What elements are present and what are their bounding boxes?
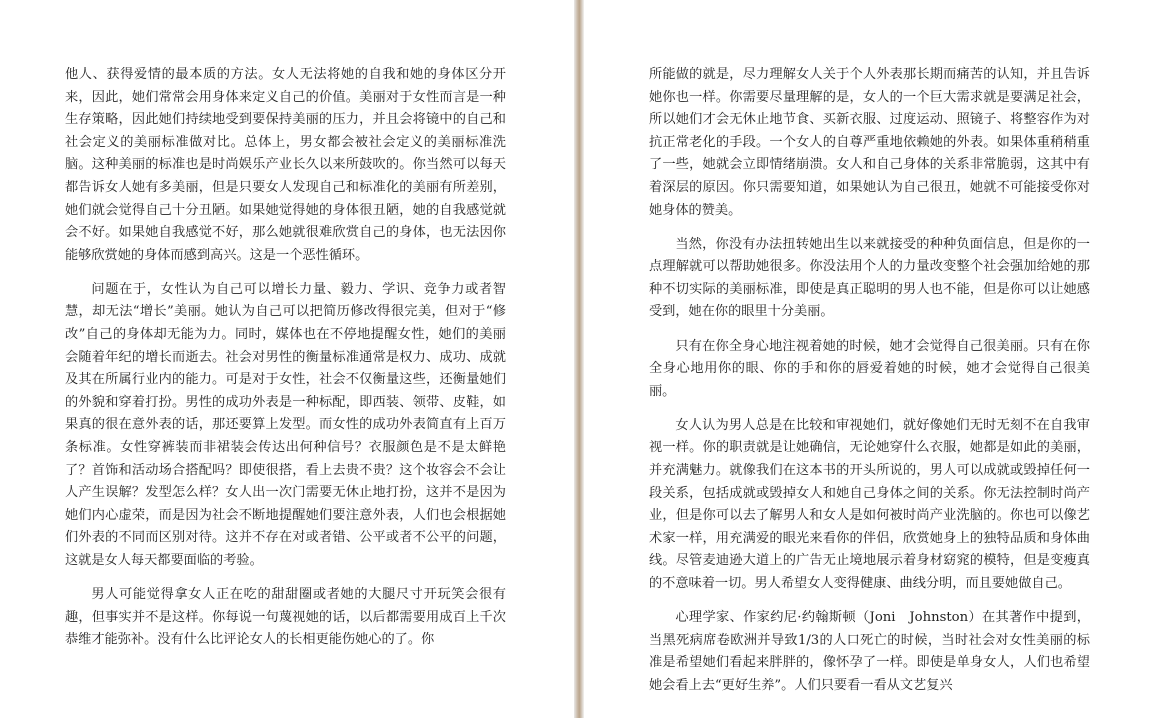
right-paragraph-1: 所能做的就是，尽力理解女人关于个人外表那长期而痛苦的认知，并且告诉她你也一样。你需要尽量理解的是，女人的一个巨大需求就是要满足社会，所以她们才会无休止地节食、买新衣服、过度运动、照镜子、将整容作为对抗正常老化的手段。一个女人的自尊严重地依赖她的外表。如果体重稍稍重了一些，她就会立即情绪崩溃。女人和自己身体的关系非常脆弱，这其中有着深层的原因。你只需要知道，如果她认为自己很丑，她就不可能接受你对她身体的赞美。 xyxy=(649,67,1090,218)
right-paragraph-2: 当然，你没有办法扭转她出生以来就接受的种种负面信息，但是你的一点理解就可以帮助她很多。你没法用个人的力量改变整个社会强加给她的那种不切实际的美丽标准，即使是真正聪明的男人也不能，但是你可以让她感受到，她在你的眼里十分美丽。 xyxy=(649,236,1090,320)
right-paragraph-3: 只有在你全身心地注视着她的时候，她才会觉得自己很美丽。只有在你全身心地用你的眼、你的手和你的唇爱着她的时候，她才会觉得自己很美丽。 xyxy=(649,338,1090,399)
right-paragraph-4: 女人认为男人总是在比较和审视她们，就好像她们无时无刻不在自我审视一样。你的职责就是让她确信，无论她穿什么衣服，她都是如此的美丽，并充满魅力。就像我们在这本书的开头所说的，男人可以成就或毁掉任何一段关系，包括成就或毁掉女人和她自己身体之间的关系。你无法控制时尚产业，但是你可以去了解男人和女人是如何被时尚产业洗脑的。你也可以像艺术家一样，用充满爱的眼光来看你的伴侣，欣赏她身上的独特品质和身体曲线。尽管麦迪逊大道上的广告无止境地展示着身材窈窕的模特，但是变瘦真的不意味着一切。男人希望女人变得健康、曲线分明，而且要她做自己。 xyxy=(649,417,1090,591)
left-page xyxy=(0,0,574,718)
book-gutter xyxy=(574,0,584,718)
left-paragraph-1: 他人、获得爱情的最本质的方法。女人无法将她的自我和她的身体区分开来，因此，她们常常会用身体来定义自己的价值。美丽对于女性而言是一种生存策略，因此她们持续地受到要保持美丽的压力，并且会将镜中的自己和社会定义的美丽标准做对比。总体上，男女都会被社会定义的美丽标准洗脑。这种美丽的标准也是时尚娱乐产业长久以来所鼓吹的。你当然可以每天都告诉女人她有多美丽，但是只要女人发现自己和标准化的美丽有所差别，她们就会觉得自己十分丑陋。如果她觉得她的身体很丑陋，她的自我感觉就会不好。如果她自我感觉不好，那么她就很难欣赏自己的身体，也无法因你能够欣赏她的身体而感到高兴。这是一个恶性循环。 xyxy=(65,67,506,263)
right-paragraph-5: 心理学家、作家约尼·约翰斯顿（Joni Johnston）在其著作中提到，当黑死病席卷欧洲并导致1/3的人口死亡的时候，当时社会对女性美丽的标准是希望她们看起来胖胖的，像怀孕了一样。即使是单身女人，人们也希望她会看上去“更好生养”。人们只要看一看从文艺复兴 xyxy=(649,610,1090,693)
right-page xyxy=(584,0,1156,718)
left-paragraph-2: 问题在于，女性认为自己可以增长力量、毅力、学识、竞争力或者智慧，却无法“增长”美丽。她认为自己可以把简历修改得很完美，但对于“修改”自己的身体却无能为力。同时，媒体也在不停地提醒女性，她们的美丽会随着年纪的增长而逝去。社会对男性的衡量标准通常是权力、成功、成就及其在所属行业内的能力。可是对于女性，社会不仅衡量这些，还衡量她们的外貌和穿着打扮。男性的成功外表是一种标配，即西装、领带、皮鞋，如果真的很在意外表的话，那还要算上发型。而女性的成功外表简直有上百万条标准。女性穿裤装而非裙装会传达出何种信号？衣服颜色是不是太鲜艳了？首饰和活动场合搭配吗？即使很搭，看上去贵不贵？这个妆容会不会让人产生误解？发型怎么样？女人出一次门需要无休止地打扮，这并不是因为她们内心虚荣，而是因为社会不断地提醒她们要注意外表，人们也会根据她们外表的不同而区别对待。这并不存在对或者错、公平或者不公平的问题，这就是女人每天都要面临的考验。 xyxy=(65,281,506,568)
left-paragraph-3: 男人可能觉得拿女人正在吃的甜甜圈或者她的大腿尺寸开玩笑会很有趣，但事实并不是这样。你每说一句蔑视她的话，以后都需要用成百上千次恭维才能弥补。没有什么比评论女人的长相更能伤她心的了。你 xyxy=(65,587,506,648)
